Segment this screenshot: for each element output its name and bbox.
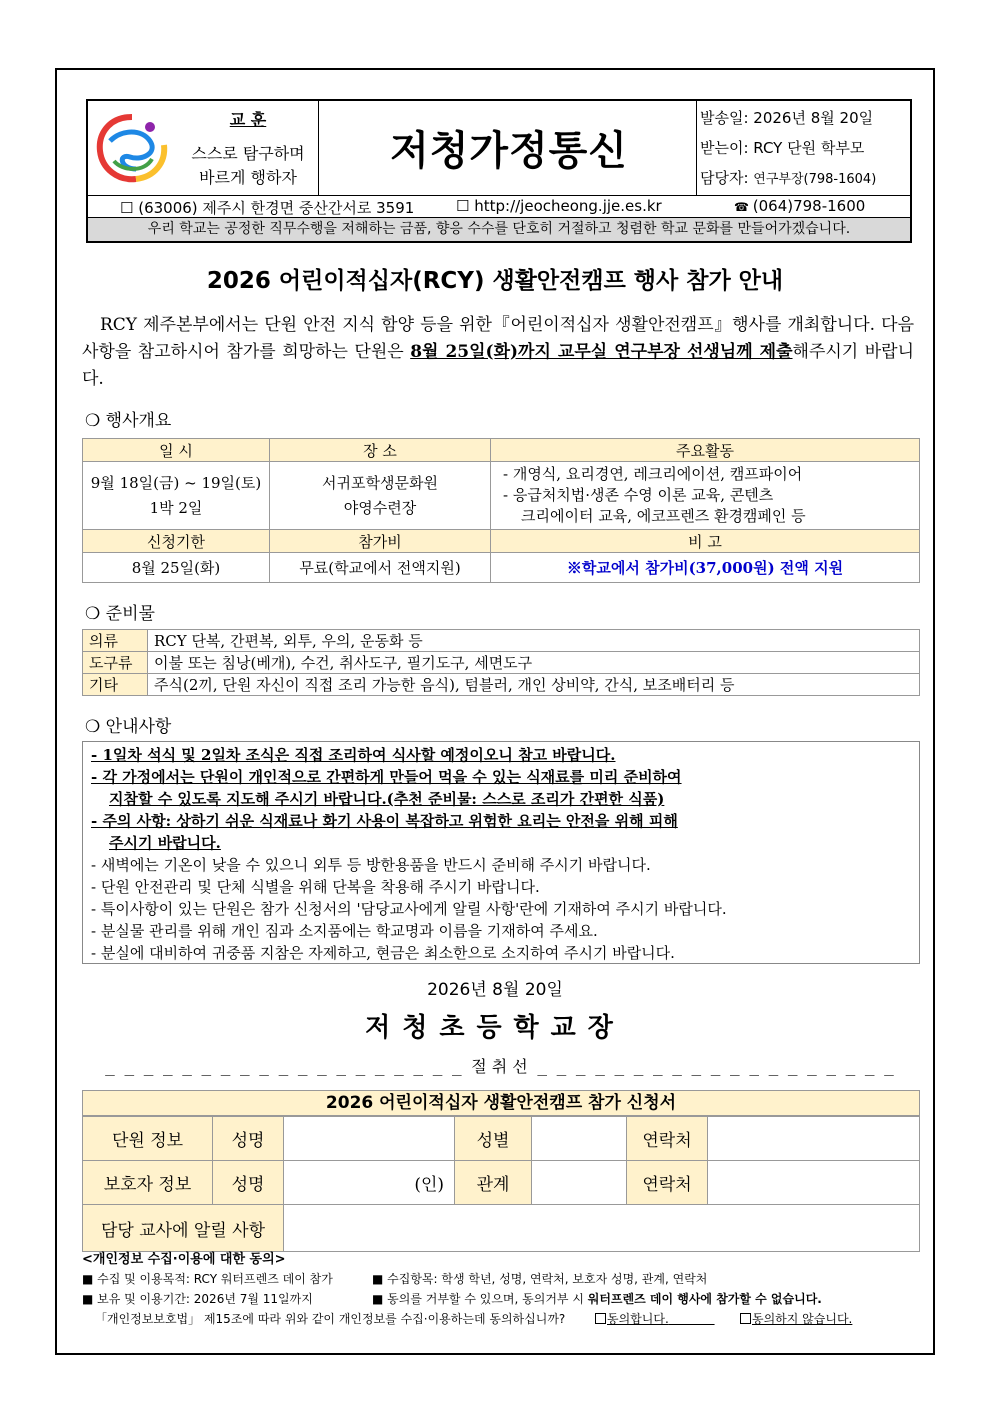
supply-label: 도구류 [83, 652, 148, 674]
disagree-label: 동의하지 않습니다. [752, 1312, 853, 1326]
recipient: 받는이: RCY 단원 학부모 [700, 139, 865, 157]
member-name-field[interactable] [284, 1117, 455, 1161]
member-contact-field[interactable] [708, 1117, 920, 1161]
teacher-note-field[interactable] [284, 1205, 920, 1252]
guide-title: ❍ 안내사항 [85, 717, 172, 737]
fee-note: ※학교에서 참가비(37,000원) 전액 지원 [491, 553, 920, 583]
fee-value: 무료(학교에서 전액지원) [270, 553, 491, 583]
guide-item: - 특이사항이 있는 단원은 참가 신청서의 '담당교사에게 알릴 사항'란에 기재하여 주시기 바랍니다. [91, 900, 727, 918]
agree-checkbox[interactable] [595, 1313, 606, 1324]
intro-deadline: 8월 25일(화)까지 교무실 연구부장 선생님께 제출 [410, 342, 793, 362]
event-place [270, 462, 491, 530]
address-text: (63006) 제주시 한경면 중산간서로 3591 [138, 199, 415, 217]
teacher-note-label: 담당 교사에 알릴 사항 [83, 1205, 284, 1252]
guide-item: - 분실물 관리를 위해 개인 짐과 소지품에는 학교명과 이름을 기재하여 주세요. [91, 922, 598, 940]
address [120, 197, 414, 218]
member-gender-label: 성별 [455, 1117, 532, 1161]
header-deadline: 신청기한 [83, 530, 270, 553]
motto-title: 교 훈 [229, 110, 267, 129]
integrity-notice: 우리 학교는 공정한 직무수행을 저해하는 금품, 향응 수수를 단호히 거절하고 청렴한 학교 문화를 만들어가겠습니다. [88, 218, 910, 241]
consent-refuse-bold: 워터프렌즈 데이 행사에 참가할 수 없습니다. [587, 1292, 822, 1306]
document-title: 2026 어린이적십자(RCY) 생활안전캠프 행사 참가 안내 [206, 268, 784, 294]
consent-items: ■ 수집항목: 학생 학년, 성명, 연락처, 보호자 성명, 관계, 연락처 [372, 1272, 708, 1286]
guardian-contact-label: 연락처 [627, 1161, 708, 1205]
document-page [55, 68, 935, 1355]
header-place: 장 소 [270, 439, 491, 462]
consent-purpose: ■ 수집 및 이용목적: RCY 워터프렌즈 데이 참가 [82, 1272, 333, 1286]
activity-line: 크리에이터 교육, 에코프렌즈 환경캠페인 등 [521, 507, 806, 525]
event-date [83, 462, 270, 530]
supply-label: 기타 [83, 674, 148, 696]
guardian-name-label: 성명 [213, 1161, 284, 1205]
event-place-line1: 서귀포학생문화원 [322, 473, 438, 492]
intro-text-1: RCY 제주본부에서는 단원 안전 지식 함양 등을 위한『어린이적십자 생활안전캠프』행사를 개최합니다. 다음 사항을 참고하시어 참가를 희망하는 단원은 [82, 315, 914, 362]
supplies-title: ❍ 준비물 [85, 604, 155, 624]
overview-table [82, 438, 920, 583]
guardian-name-field[interactable] [284, 1161, 455, 1205]
disagree-option[interactable] [740, 1310, 852, 1327]
newsletter-title: 저청가정통신 [390, 128, 628, 174]
application-table [82, 1116, 920, 1252]
cut-line: _ _ _ _ _ _ _ _ _ _ _ _ _ _ _ _ _ _ _ 절 취 선 _ _ _ _ _ _ _ _ _ _ _ _ _ _ _ _ _ _ _ [105, 1057, 894, 1076]
header-activities: 주요활동 [491, 439, 920, 462]
application-title: 2026 어린이적십자 생활안전캠프 참가 신청서 [82, 1090, 920, 1116]
event-date-line1: 9월 18일(금) ~ 19일(토) [90, 473, 262, 492]
supplies-table [82, 629, 920, 696]
header-note: 비 고 [491, 530, 920, 553]
agree-label: 동의합니다. [607, 1312, 669, 1326]
motto-line-1: 스스로 탐구하며 [191, 144, 305, 163]
checkbox-icon: ☐ [456, 197, 475, 215]
event-place-line2: 야영수련장 [343, 498, 417, 517]
guide-box [82, 741, 920, 964]
phone-icon: ☎ [734, 200, 753, 214]
disagree-checkbox[interactable] [740, 1313, 751, 1324]
event-activities [491, 462, 920, 530]
newsletter-header [86, 99, 912, 243]
member-name-label: 성명 [213, 1117, 284, 1161]
consent-title: <개인정보 수집·이용에 대한 동의> [82, 1252, 286, 1267]
website-link[interactable]: http://jeocheong.jje.es.kr [474, 197, 662, 215]
header-fee: 참가비 [270, 530, 491, 553]
phone [734, 197, 865, 215]
guide-item-bold: 주시기 바랍니다. [109, 834, 221, 852]
consent-question: 「개인정보보호법」 제15조에 따라 위와 같이 개인정보를 수집·이용하는데 동의하십니까? [95, 1312, 566, 1326]
guide-item: - 새벽에는 기온이 낮을 수 있으니 외투 등 방한용품을 반드시 준비해 주시기 바랍니다. [91, 856, 651, 874]
officer-label: 담당자: [700, 169, 754, 187]
deadline-value: 8월 25일(화) [83, 553, 270, 583]
guide-item: - 분실에 대비하여 귀중품 지참은 자제하고, 현금은 최소한으로 소지하여 주시기 바랍니다. [91, 944, 675, 962]
guide-item-bold: - 각 가정에서는 단원이 개인적으로 간편하게 만들어 먹을 수 있는 식재료를 미리 준비하여 [91, 768, 682, 786]
guardian-relation-label: 관계 [455, 1161, 532, 1205]
principal-name: 저청초등학교장 [365, 1013, 625, 1043]
guide-item-bold: 지참할 수 있도록 지도해 주시기 바랍니다.(추천 준비물: 스스로 조리가 간편한 식품) [109, 790, 665, 808]
seal-mark: (인) [414, 1175, 444, 1195]
supply-value: RCY 단복, 간편복, 외투, 우의, 운동화 등 [148, 630, 920, 652]
cut-label: 절 취 선 [471, 1057, 528, 1076]
sent-date: 발송일: 2026년 8월 20일 [700, 109, 874, 127]
consent-refuse-text: ■ 동의를 거부할 수 있으며, 동의거부 시 [372, 1292, 588, 1306]
member-info-label: 단원 정보 [83, 1117, 213, 1161]
supply-value: 주식(2끼, 단원 자신이 직접 조리 가능한 음식), 텀블러, 개인 상비약, 간식, 보조배터리 등 [148, 674, 920, 696]
overview-title: ❍ 행사개요 [85, 411, 172, 431]
motto-line-2: 바르게 행하자 [199, 168, 297, 187]
contact-row [88, 195, 910, 217]
intro-paragraph [82, 312, 914, 393]
consent-period: ■ 보유 및 이용기간: 2026년 7월 11일까지 [82, 1292, 313, 1306]
activity-line: - 개영식, 요리경연, 레크리에이션, 캠프파이어 [503, 465, 803, 483]
phone-number: (064)798-1600 [752, 197, 866, 215]
activity-line: - 응급처치법·생존 수영 이론 교육, 콘텐츠 [503, 486, 774, 504]
header-date: 일 시 [83, 439, 270, 462]
website[interactable] [456, 197, 662, 215]
checkbox-icon: ☐ [120, 199, 139, 217]
officer-value: 연구부장(798-1604) [753, 172, 877, 187]
supply-value: 이불 또는 침낭(베개), 수건, 취사도구, 필기도구, 세면도구 [148, 652, 920, 674]
officer [700, 167, 876, 188]
member-contact-label: 연락처 [627, 1117, 708, 1161]
guide-item-bold: - 주의 사항: 상하기 쉬운 식재료나 화기 사용이 복잡하고 위험한 요리는 안전을 위해 피해 [91, 812, 678, 830]
closing-date: 2026년 8월 20일 [427, 980, 563, 1000]
guardian-relation-field[interactable] [532, 1161, 627, 1205]
guide-item-bold: - 1일차 석식 및 2일차 조식은 직접 조리하여 식사할 예정이오니 참고 바랍니다. [91, 746, 616, 764]
guardian-contact-field[interactable] [708, 1161, 920, 1205]
guide-item: - 단원 안전관리 및 단체 식별을 위해 단복을 착용해 주시기 바랍니다. [91, 878, 540, 896]
member-gender-field[interactable] [532, 1117, 627, 1161]
supply-label: 의류 [83, 630, 148, 652]
consent-refuse [372, 1290, 822, 1307]
guardian-info-label: 보호자 정보 [83, 1161, 213, 1205]
school-logo [92, 111, 172, 185]
agree-option[interactable] [595, 1310, 715, 1327]
event-date-line2: 1박 2일 [149, 498, 203, 517]
intro-text-2: 해주시기 바랍니다. [82, 342, 915, 389]
